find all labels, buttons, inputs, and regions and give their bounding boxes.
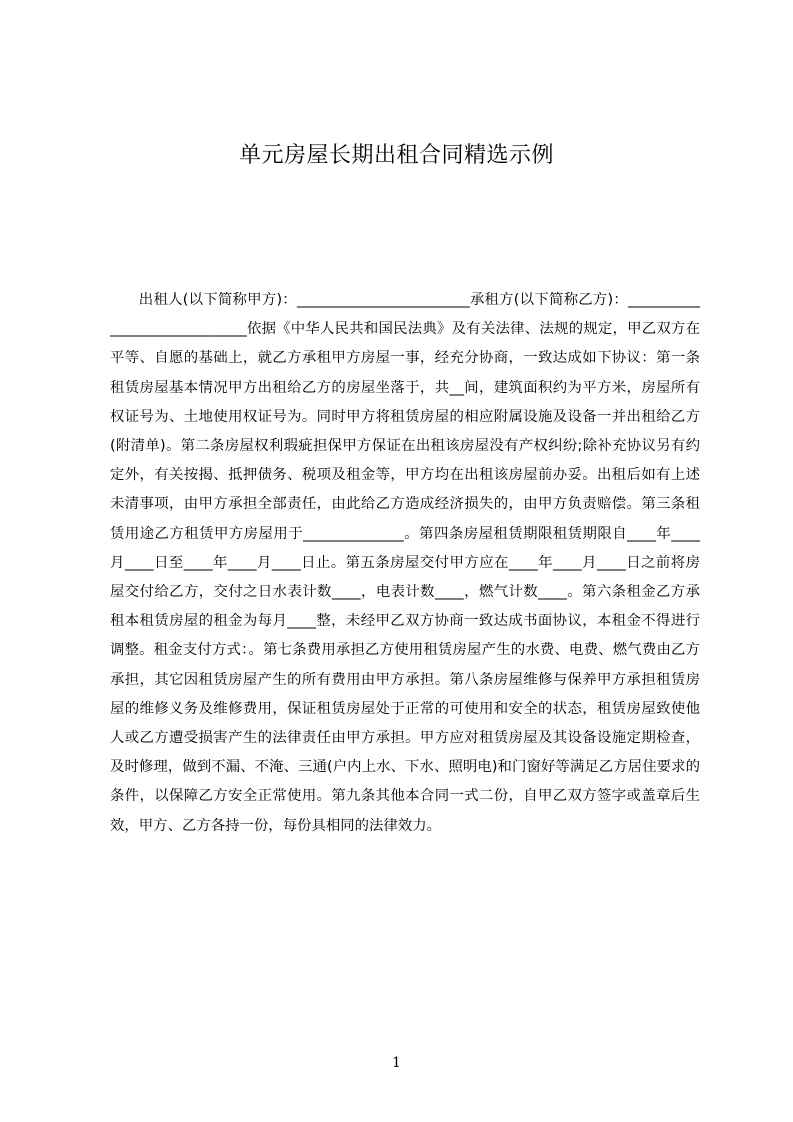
contract-body-paragraph: 出租人(以下简称甲方)：________________________承租方(以下简称乙方)：_____________________________依据《中华人民共和国民法典》及有关法律、法规的规定，甲乙双方在平等、自愿的基础上，就乙方承租甲方房屋一事，经充分协商，一致达成如下协议：第一条租赁房屋基本情况甲方出租给乙方的房屋坐落于，共__间，建筑面积约为平方米，房屋所有权证号为、土地使用权证号为。同时甲方将租赁房屋的相应附属设施及设备一并出租给乙方(附清单)。第二条房屋权利瑕疵担保甲方保证在出租该房屋没有产权纠纷;除补充协议另有约定外，有关按揭、抵押债务、税项及租金等，甲方均在出租该房屋前办妥。出租后如有上述未清事项，由甲方承担全部责任，由此给乙方造成经济损失的，由甲方负责赔偿。第三条租赁用途乙方租赁甲方房屋用于______________。第四条房屋租赁期限租赁期限自____年____月____日至____年____月____日止。第五条房屋交付甲方应在____年____月____日之前将房屋交付给乙方，交付之日水表计数____，电表计数____，燃气计数____。第六条租金乙方承租本租赁房屋的租金为每月____整，未经甲乙双方协商一致达成书面协议，本租金不得进行调整。租金支付方式：。第七条费用承担乙方使用租赁房屋产生的水费、电费、燃气费由乙方承担，其它因租赁房屋产生的所有费用由甲方承担。第八条房屋维修与保养甲方承担租赁房屋的维修义务及维修费用，保证租赁房屋处于正常的可使用和安全的状态，租赁房屋致使他人或乙方遭受损害产生的法律责任由甲方承担。甲方应对租赁房屋及其设备设施定期检查，及时修理，做到不漏、不淹、三通(户内上水、下水、照明电)和门窗好等满足乙方居住要求的条件，以保障乙方安全正常使用。第九条其他本合同一式二份，自甲乙双方签字或盖章后生效，甲方、乙方各持一份，每份具相同的法律效力。 [110,292,700,834]
document-title: 单元房屋长期出租合同精选示例 [238,143,554,168]
page-number: 1 [392,1055,401,1071]
